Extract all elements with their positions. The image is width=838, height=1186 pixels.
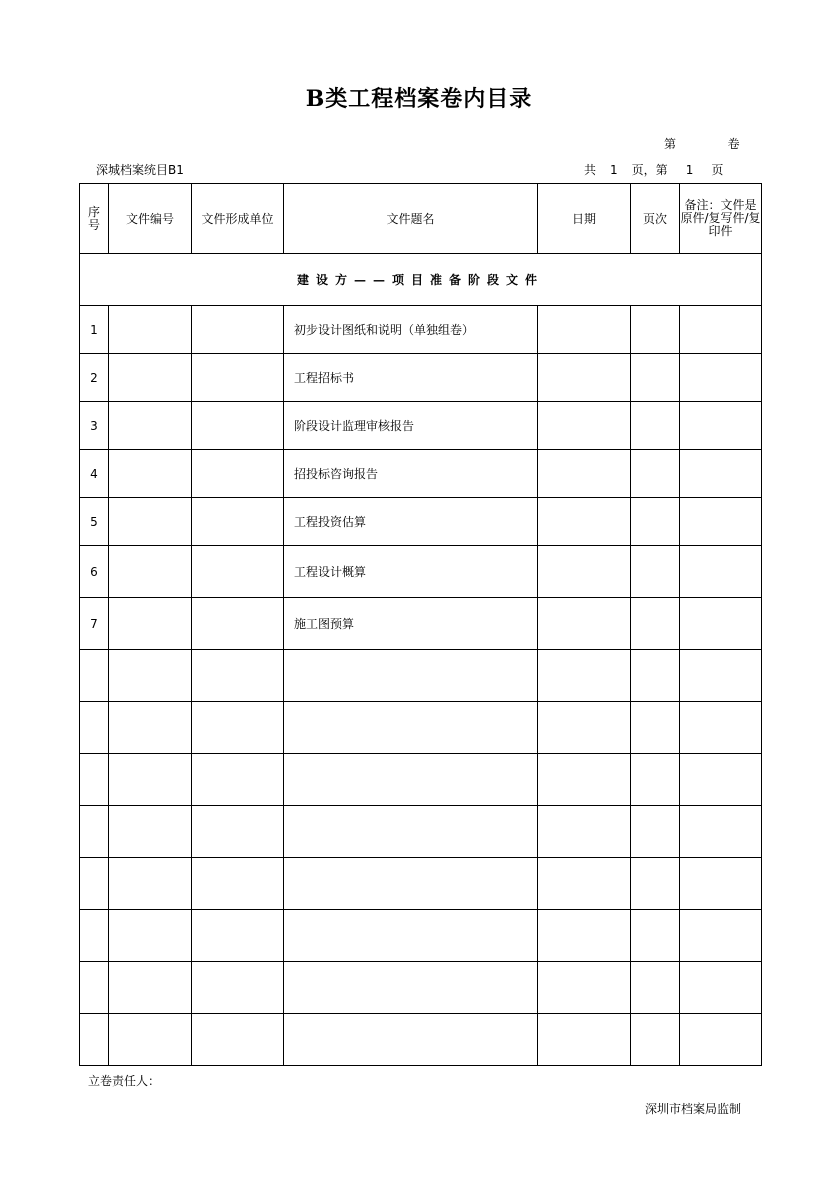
cell-date (538, 1014, 631, 1066)
cell-remark (680, 306, 762, 354)
cell-page (631, 546, 680, 598)
cell-seq: 1 (80, 306, 109, 354)
cell-unit (192, 806, 284, 858)
cell-remark (680, 858, 762, 910)
cell-page (631, 450, 680, 498)
page-title: B类工程档案卷内目录 (305, 86, 533, 112)
cell-page (631, 806, 680, 858)
cell-title: 工程投资估算 (284, 498, 538, 546)
cell-unit (192, 598, 284, 650)
cell-doc-no (109, 402, 192, 450)
cell-title (284, 858, 538, 910)
cell-page (631, 962, 680, 1014)
cell-seq: 7 (80, 598, 109, 650)
cell-seq: 3 (80, 402, 109, 450)
header-row (80, 184, 762, 254)
supervisor-label: 深圳市档案局监制 (645, 1102, 742, 1116)
cell-remark (680, 702, 762, 754)
cell-unit (192, 754, 284, 806)
header-seq-text: 序 号 (87, 204, 100, 232)
header-date: 日期 (538, 184, 631, 254)
table-row (80, 858, 762, 910)
catalog-table (79, 183, 762, 1066)
cell-title (284, 754, 538, 806)
cell-title (284, 910, 538, 962)
header-title: 文件题名 (284, 184, 538, 254)
volume-suffix: 卷 (727, 137, 740, 151)
cell-title (284, 1014, 538, 1066)
cell-seq (80, 806, 109, 858)
table-row (80, 702, 762, 754)
table-row (80, 546, 762, 598)
cell-unit (192, 306, 284, 354)
cell-doc-no (109, 598, 192, 650)
cell-title (284, 650, 538, 702)
header-seq (80, 184, 109, 254)
cell-date (538, 450, 631, 498)
pages-current: 1 (685, 163, 694, 177)
cell-doc-no (109, 1014, 192, 1066)
cell-doc-no (109, 702, 192, 754)
cell-doc-no (109, 962, 192, 1014)
pages-total-label: 共 (584, 163, 597, 177)
cell-remark (680, 546, 762, 598)
table-row (80, 450, 762, 498)
table-row (80, 650, 762, 702)
cell-remark (680, 650, 762, 702)
cell-seq (80, 650, 109, 702)
cell-doc-no (109, 546, 192, 598)
table-row (80, 754, 762, 806)
cell-date (538, 402, 631, 450)
cell-date (538, 354, 631, 402)
cell-doc-no (109, 306, 192, 354)
cell-unit (192, 402, 284, 450)
cell-title (284, 962, 538, 1014)
cell-title: 施工图预算 (284, 598, 538, 650)
cell-page (631, 858, 680, 910)
cell-seq (80, 1014, 109, 1066)
cell-seq (80, 962, 109, 1014)
cell-unit (192, 702, 284, 754)
cell-page (631, 910, 680, 962)
cell-title (284, 806, 538, 858)
section-row (80, 254, 762, 306)
cell-unit (192, 910, 284, 962)
cell-unit (192, 546, 284, 598)
header-unit: 文件形成单位 (192, 184, 284, 254)
cell-remark (680, 962, 762, 1014)
cell-date (538, 306, 631, 354)
section-title: 建设方——项目准备阶段文件 (80, 254, 762, 306)
cell-page (631, 650, 680, 702)
cell-seq: 2 (80, 354, 109, 402)
cell-seq (80, 702, 109, 754)
table-row (80, 354, 762, 402)
cell-remark (680, 806, 762, 858)
cell-remark (680, 1014, 762, 1066)
cell-remark (680, 450, 762, 498)
cell-date (538, 546, 631, 598)
cell-seq (80, 858, 109, 910)
cell-seq (80, 754, 109, 806)
cell-seq: 4 (80, 450, 109, 498)
page-count (584, 162, 723, 178)
cell-unit (192, 354, 284, 402)
cell-date (538, 702, 631, 754)
table-row (80, 598, 762, 650)
cell-doc-no (109, 910, 192, 962)
cell-date (538, 910, 631, 962)
cell-doc-no (109, 354, 192, 402)
cell-doc-no (109, 806, 192, 858)
volume-number (664, 136, 740, 152)
cell-date (538, 498, 631, 546)
header-page: 页次 (631, 184, 680, 254)
table-row (80, 962, 762, 1014)
cell-date (538, 962, 631, 1014)
cell-doc-no (109, 498, 192, 546)
table-row (80, 402, 762, 450)
cell-remark (680, 754, 762, 806)
cell-unit (192, 450, 284, 498)
table-row (80, 806, 762, 858)
cell-remark (680, 354, 762, 402)
cell-page (631, 354, 680, 402)
cell-unit (192, 1014, 284, 1066)
cell-seq (80, 910, 109, 962)
form-code: 深城档案统目B1 (96, 163, 184, 177)
pages-total: 1 (610, 163, 618, 177)
cell-page (631, 402, 680, 450)
cell-remark (680, 402, 762, 450)
cell-title (284, 702, 538, 754)
cell-page (631, 306, 680, 354)
table-row (80, 910, 762, 962)
cell-title: 阶段设计监理审核报告 (284, 402, 538, 450)
table-row (80, 306, 762, 354)
cell-date (538, 754, 631, 806)
cell-unit (192, 498, 284, 546)
cell-seq: 5 (80, 498, 109, 546)
cell-title: 工程招标书 (284, 354, 538, 402)
cell-date (538, 858, 631, 910)
table-row (80, 1014, 762, 1066)
cell-doc-no (109, 450, 192, 498)
cell-unit (192, 962, 284, 1014)
cell-remark (680, 910, 762, 962)
cell-remark (680, 598, 762, 650)
cell-doc-no (109, 858, 192, 910)
volume-prefix: 第 (664, 137, 677, 151)
cell-remark (680, 498, 762, 546)
cell-page (631, 498, 680, 546)
header-remark: 备注：文件是原件/复写件/复印件 (680, 184, 762, 254)
cell-title: 工程设计概算 (284, 546, 538, 598)
pages-end-label: 页 (711, 163, 724, 177)
cell-unit (192, 650, 284, 702)
cell-date (538, 650, 631, 702)
cell-seq: 6 (80, 546, 109, 598)
cell-doc-no (109, 754, 192, 806)
cell-doc-no (109, 650, 192, 702)
cell-date (538, 806, 631, 858)
cell-page (631, 754, 680, 806)
cell-date (538, 598, 631, 650)
table-row (80, 498, 762, 546)
cell-title: 招投标咨询报告 (284, 450, 538, 498)
cell-title: 初步设计图纸和说明（单独组卷） (284, 306, 538, 354)
pages-page-label: 页，第 (631, 163, 668, 177)
header-doc-no: 文件编号 (109, 184, 192, 254)
responsible-person-label: 立卷责任人： (88, 1074, 161, 1088)
cell-page (631, 1014, 680, 1066)
cell-page (631, 702, 680, 754)
cell-unit (192, 858, 284, 910)
cell-page (631, 598, 680, 650)
